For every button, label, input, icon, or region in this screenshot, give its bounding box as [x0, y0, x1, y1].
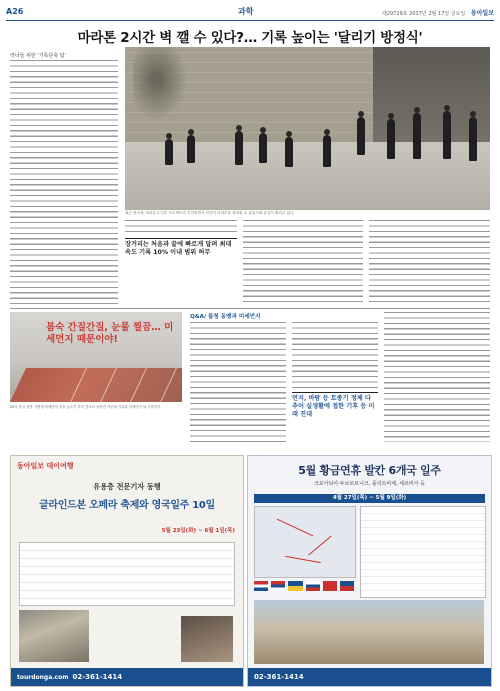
page-number: A26 — [6, 7, 24, 16]
ad-footer — [11, 668, 243, 686]
article-body-column-3 — [243, 220, 363, 306]
balkan-ad-footer — [248, 668, 491, 686]
balkan-ad-dates: 4월 27일(목) ~ 5월 9일(화) — [254, 494, 485, 503]
balkan-ad-title: 5월 황금연휴 발칸 6개국 일주 — [298, 464, 441, 477]
ad-photo-opera — [19, 610, 89, 662]
page-header — [6, 6, 494, 21]
ad-itinerary-table — [19, 542, 235, 606]
newspaper-logo: 동아일보 — [470, 10, 494, 17]
tour-ad-balkan[interactable] — [247, 455, 492, 687]
runners-photo — [125, 47, 490, 210]
article-headline: 마라톤 2시간 벽 깰 수 있다?… 기록 높이는 '달리기 방정식' — [77, 30, 423, 46]
issue-date: 제29729호 2017년 2월 17일 금요일 — [382, 11, 466, 17]
section-label: 과학 — [238, 7, 254, 16]
qa-subheading: 먼지, 바람 등 토종기 정체 다 추어 실생활에 접한 기후 등 미래 진대 — [292, 392, 378, 419]
issue-info — [382, 8, 494, 17]
pull-quote: 장거리는 처음과 끝에 빠르게 달려 최대속도 기록 10% 이내 범위 허무 — [125, 238, 237, 257]
balkan-schedule-table — [360, 506, 486, 598]
ad-website[interactable]: tourdonga.com — [17, 673, 69, 681]
fog-photo-caption: 20일 봄국 선풍 기병에 미세먼지 서울 농도가 하루 전보다 높아진 가운데 기록됨 미세먼지 날 기록이다 — [10, 405, 161, 409]
balkan-ad-phone[interactable]: 02-361-1414 — [254, 673, 304, 681]
tour-ad-opera[interactable] — [10, 455, 244, 687]
qa-body-column-2 — [292, 322, 378, 390]
ad-title: 글라인드본 오페라 축제와 영국일주 10일 — [39, 500, 215, 511]
fog-photo — [10, 312, 182, 402]
qa-section-title: Q&A/ 불청 동맹과 미세먼지 — [190, 314, 261, 320]
ad-dates: 5월 23일(화) ~ 6월 1일(목) — [161, 528, 235, 534]
qa-body-column-1 — [190, 322, 286, 442]
article-body-column-4 — [369, 220, 490, 306]
ad-photo-guide — [181, 616, 233, 662]
article-body-column-1 — [10, 60, 118, 306]
balkan-ad-subtitle: 크로아티아·두브로브니크, 플리트비체, 세르비아 등 — [314, 481, 425, 487]
qa-body-column-3 — [384, 312, 490, 442]
article-body-column-2 — [125, 220, 237, 234]
balkan-route-map — [254, 506, 356, 578]
section-divider — [10, 308, 490, 309]
fog-photo-tag: 봄숙 간질간질, 눈물 찔끔… 미세먼지 때문이야! — [46, 322, 174, 345]
photo-caption: 최근 중국에 '마라톤 2시간' 프로젝트가 추진되면서 인간이 마라톤을 정복할 수 있을지에 관심이 쏠리고 있다. — [125, 211, 295, 215]
balkan-city-photo — [254, 600, 484, 664]
ad-top-line: 유용층 전문기자 동행 — [93, 482, 161, 491]
byline: 러너들 위한 '기록단축 팁' — [10, 53, 66, 59]
ad-brand: 동아일보 데이여행 — [17, 462, 74, 470]
country-flags — [254, 581, 354, 595]
ad-phone[interactable]: 02-361-1414 — [72, 673, 123, 681]
